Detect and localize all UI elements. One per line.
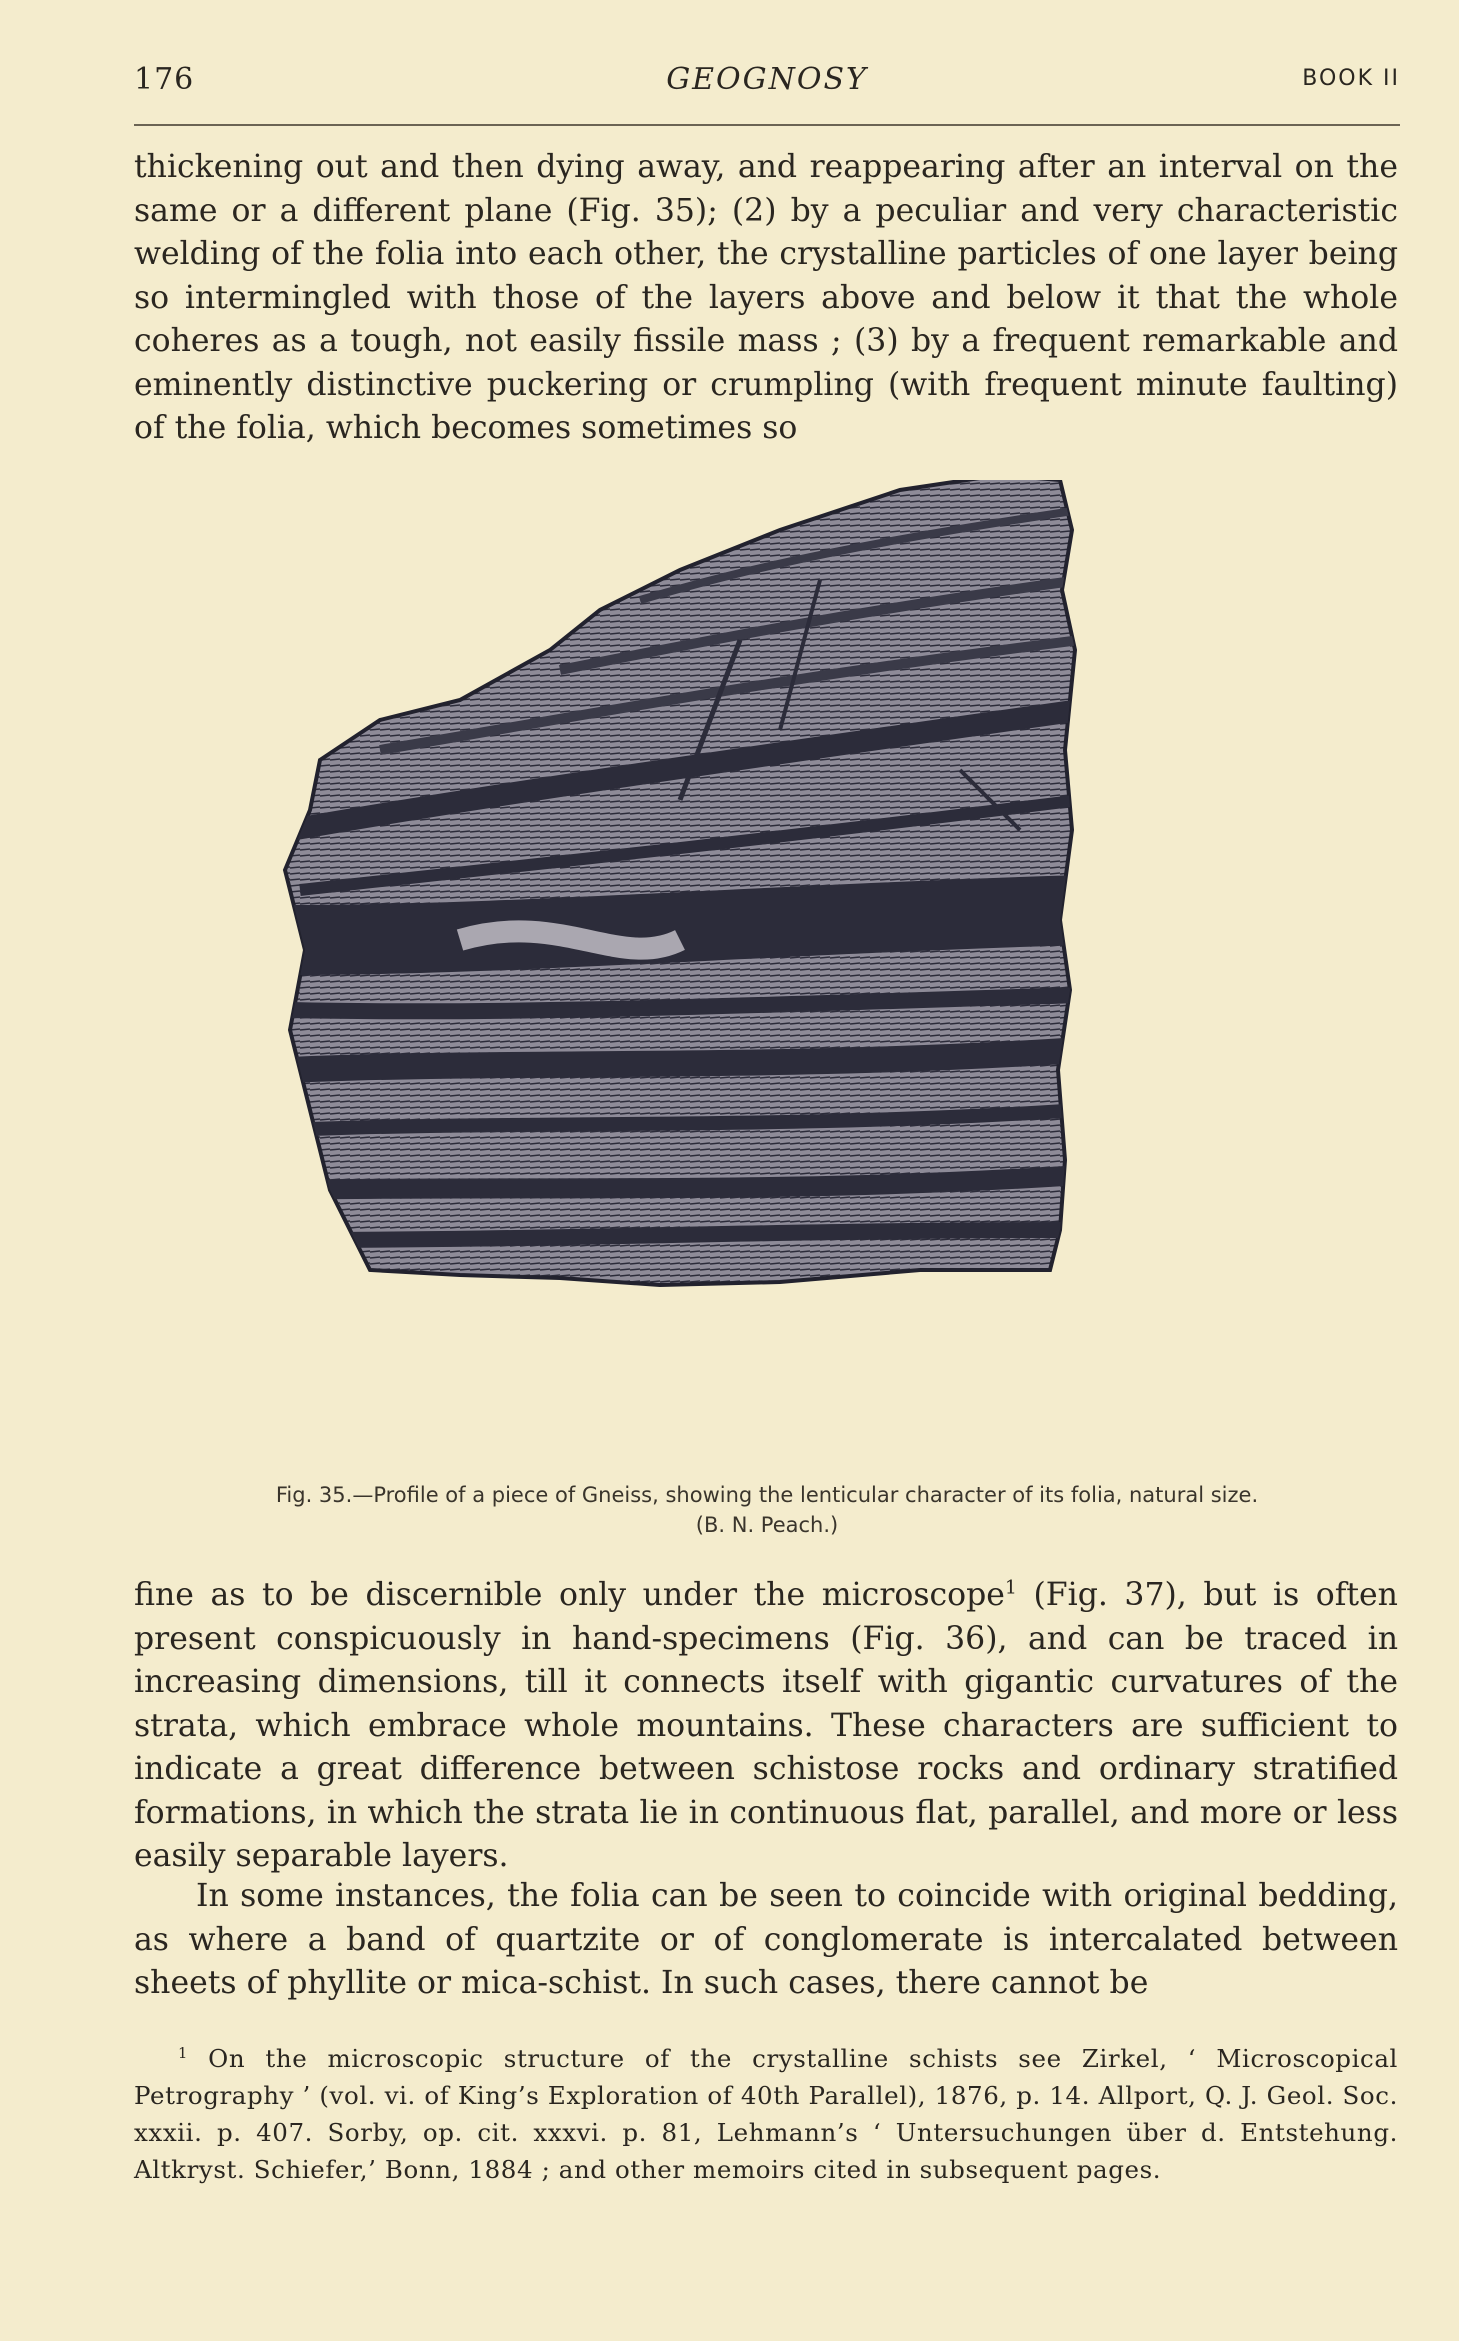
- page-header: [134, 62, 1400, 106]
- book-label: BOOK II: [1302, 66, 1400, 91]
- figure-caption: Fig. 35.—Profile of a piece of Gneiss, showing the lenticular character of its folia, natural size.: [275, 1483, 1259, 1507]
- figure-credit: (B. N. Peach.): [695, 1513, 839, 1537]
- footnote-reference: 1: [1004, 1576, 1017, 1599]
- footnote-marker: 1: [178, 2044, 188, 2062]
- paragraph-2-text-a: fine as to be discernible only under the microscope: [134, 1577, 1005, 1613]
- footnote-text: On the microscopic structure of the crystalline schists see Zirkel, ‘ Microscopical Petrography ’ (vol. vi. of King’s Exploration of 40th Parallel), 1876, p. 14. Allport, Q. J. Geol. Soc. xxxii. p. 407. Sorby, op. cit. xxxvi. p. 81, Lehmann’s ‘ Untersuchungen über d. Entstehung. Altkryst. Schiefer,’ Bonn, 1884 ; and other memoirs cited in subsequent pages.: [134, 2044, 1398, 2184]
- paragraph-2-text-b: (Fig. 37), but is often present conspicuously in hand-specimens (Fig. 36), and can be traced in increasing dimensions, till it connects itself with gigantic curvatures of the strata, which embrace whole mountains. These characters are sufficient to indicate a great difference between schistose rocks and ordinary stratified formations, in which the strata lie in continuous flat, parallel, and more or less easily separable layers.: [134, 1577, 1398, 1874]
- rock-specimen-drawing: [285, 480, 1080, 1285]
- body-paragraph-2: [134, 1574, 1398, 1879]
- page-number: 176: [134, 62, 195, 97]
- running-title: GEOGNOSY: [666, 62, 868, 97]
- header-rule: [134, 124, 1400, 126]
- body-paragraph-3: In some instances, the folia can be seen to coincide with original bedding, as where a band of quartzite or of conglomerate is intercalated between sheets of phyllite or mica-schist. In such cases, there cannot be: [134, 1878, 1398, 2001]
- figure-gneiss-engraving: [260, 480, 1275, 1465]
- footnote: [134, 2040, 1398, 2188]
- body-paragraph-1: thickening out and then dying away, and reappearing after an interval on the same or a different plane (Fig. 35); (2) by a peculiar and very characteristic welding of the folia into each other, the crystalline particles of one layer being so intermingled with those of the layers above and below it that the whole coheres as a tough, not easily fissile mass ; (3) by a frequent remarkable and eminently distinctive puckering or crumpling (with frequent minute faulting) of the folia, which becomes sometimes so: [134, 149, 1398, 446]
